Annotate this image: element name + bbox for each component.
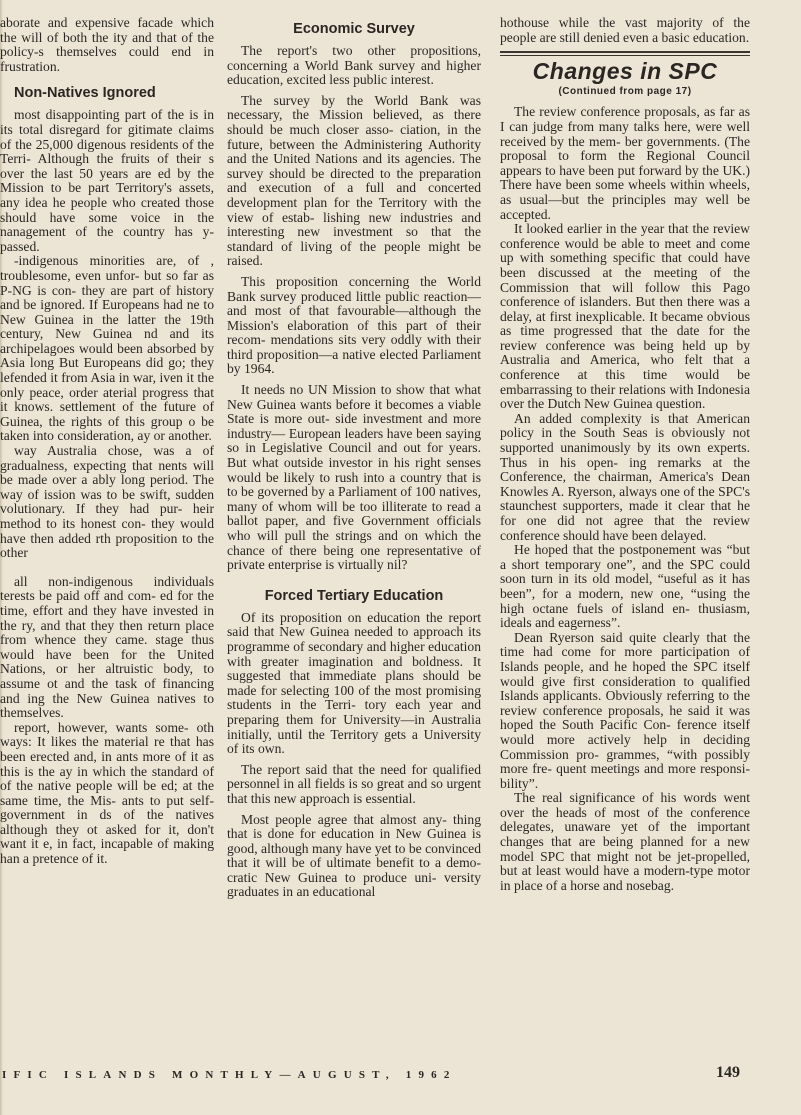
page-number: 149 — [716, 1064, 740, 1081]
paragraph: It needs no UN Mission to show that what New Guinea wants before it becomes a viable State is more out- side investment and more industry— European leaders have been saying so in Legislative Council and out for years. But what outside investor in his right senses would be likely to rush into a country that is to be governed by a Parliament of 100 natives, many of whom will be too illiterate to read a ballot paper, and five Government officials who will pull the strings and on which the chance of there being one representative of private enterprise is virtually nil? — [227, 382, 481, 573]
paragraph: Most people agree that almost any- thing that is done for education in New Guinea is good, although many have yet to be convinced that it will be of ultimate benefit to a demo- cratic New Guinea to produce uni- versity graduates in an educational — [227, 811, 481, 900]
heading-economic-survey: Economic Survey — [293, 21, 415, 37]
paragraph: The report said that the need for qualified personnel in all fields is so great and so urgent that this new approach is essential. — [227, 761, 481, 806]
column-middle — [227, 16, 481, 900]
paragraph: The report's two other propositions, concerning a World Bank survey and higher education, excited less public interest. — [227, 43, 481, 88]
footer-publication-line: IFIC ISLANDS MONTHLY—AUGUST, 1962 — [2, 1069, 457, 1081]
paragraph: most disappointing part of the is in its total disregard for gitimate claims of the 25,000 digenous residents of the Terri- Although the fruits of their s over the last 50 years are ed by the Mission to be part Territory's assets, any idea he people who created those should have some voice in the nanagement of the country has y-passed. — [0, 107, 214, 254]
paragraph: -indigenous minorities are, of , troublesome, even unfor- but so far as P-NG is con- they are part of history and be ignored. If Europeans had ne to New Guinea in the latter the 19th century, New Guinea nd and its archipelagoes would been absorbed by Asia long But Europeans did go; they lefended it from Asia in war, iven it the only peace, order aterial progress that it knows. settlement of the future of Guinea, the rights of this group o be taken into consideration, ay or another. — [0, 253, 214, 444]
column-right-intro: hothouse while the vast majority of the people are still denied even a basic education. — [500, 15, 750, 45]
paragraph: Dean Ryerson said quite clearly that the time had come for more participation of Islands people, and he hoped the SPC itself would give first consideration to qualified Islands applicants. Obviously referring to the review conference proposals, he said it was hoped the South Pacific Con- ference itself would more actively help in deciding Commission pro- grammes, “with possibly more fre- quent meetings and more responsi- bility”. — [500, 629, 750, 791]
page-footer — [0, 1064, 801, 1085]
paragraph: An added complexity is that American policy in the South Seas is obviously not supported unanimously by its own experts. Thus in his open- ing remarks at the Conference, the chairman, America's Dean Knowles A. Ryerson, always one of the SPC's staunchest supporters, made it clear that he for one did not agree that the review conference should have been delayed. — [500, 410, 750, 543]
paragraph: The review conference proposals, as far as I can judge from many talks here, were well received by the mem- ber governments. (The proposal to form the Regional Council appears to have been put forward by the UK.) There have been some wheels within wheels, as usual—but the principles may well be accepted. — [500, 104, 750, 222]
paragraph: Of its proposition on education the report said that New Guinea needed to approach its programme of secondary and higher education with greater imagination and boldness. It suggested that immediate plans should be made for selecting 100 of the most promising students in the Terri- tory each year and preparing them for University—in Australia initially, until the Territory gets a University of its own. — [227, 609, 481, 757]
column-left — [0, 16, 214, 867]
paragraph: It looked earlier in the year that the review conference would be able to meet and come up with something specific that could have been discussed at the meeting of the Commission that will follow this Pago conference of islanders. But then there was a delay, at first inexplicable. It became obvious as time progressed that the date for the review conference was being held up by Australia and America, who felt that a conference at this time would be embarrassing to their relations with Indonesia over the Dutch New Guinea question. — [500, 221, 750, 412]
paragraph: report, however, wants some- oth ways: It likes the material re that has been erected and, in ants more of it as this is the ay in which the standard of of the native people will be ed; at the same time, the Mis- ants to put self-government in ds of the natives although they ot asked for it, don't want it e, in fact, incapable of making han a pretence of it. — [0, 719, 214, 867]
article-title: Changes in SPC — [532, 58, 718, 85]
column-right — [500, 16, 750, 893]
paragraph: all non-indigenous individuals terests be paid off and com- ed for the time, effort and they have invested in the ry, and that they then return place from whence they came. stage thus would have been for the United Nations, or her altruistic body, to assume ot and the task of financing and ing the New Guinea natives to themselves. — [0, 573, 214, 721]
paragraph: He hoped that the postponement was “but a short temporary one”, and the SPC could soon turn in its old model, “useful as it has been”, for a modern, new one, “using the high octane fuels of island en- thusiasm, ideals and eagerness”. — [500, 542, 750, 631]
section-divider — [500, 51, 750, 56]
paragraph: way Australia chose, was a of gradualness, expecting that nents will be made over a ably long period. The way of ission was to be swift, sudden volutionary. If they had pur- heir method to its honest con- they would have then added rth proposition to the other — [0, 443, 214, 561]
heading-forced-tertiary-education: Forced Tertiary Education — [264, 587, 444, 604]
paragraph: The real significance of his words went over the heads of most of the conference delegates, unaware yet of the important changes that are being planned for a new model SPC that might not be jet-propelled, but at least would have a modern-type motor in place of a horse and nosebag. — [500, 790, 750, 893]
paragraph: The survey by the World Bank was necessary, the Mission believed, as there should be much closer asso- ciation, in the future, between the Administering Authority and the United Nations and its agencies. The survey should be directed to the preparation and execution of a full and concerted development plan for the Territory with the view of estab- lishing new industries and interesting new investment so that the standard of living of the people might be raised. — [227, 92, 481, 269]
column-left-intro: aborate and expensive facade which the will of both the ity and that of the policy-s themselves could end in frustration. — [0, 15, 214, 74]
continued-note: (Continued from page 17) — [558, 85, 692, 97]
heading-non-natives-ignored: Non-Natives Ignored — [14, 85, 156, 102]
paragraph: This proposition concerning the World Bank survey produced little public reaction—and most of that favourable—although the Mission's elaboration of this part of their recom- mendations sits very oddly with their third proposition—a native elected Parliament by 1964. — [227, 273, 481, 377]
